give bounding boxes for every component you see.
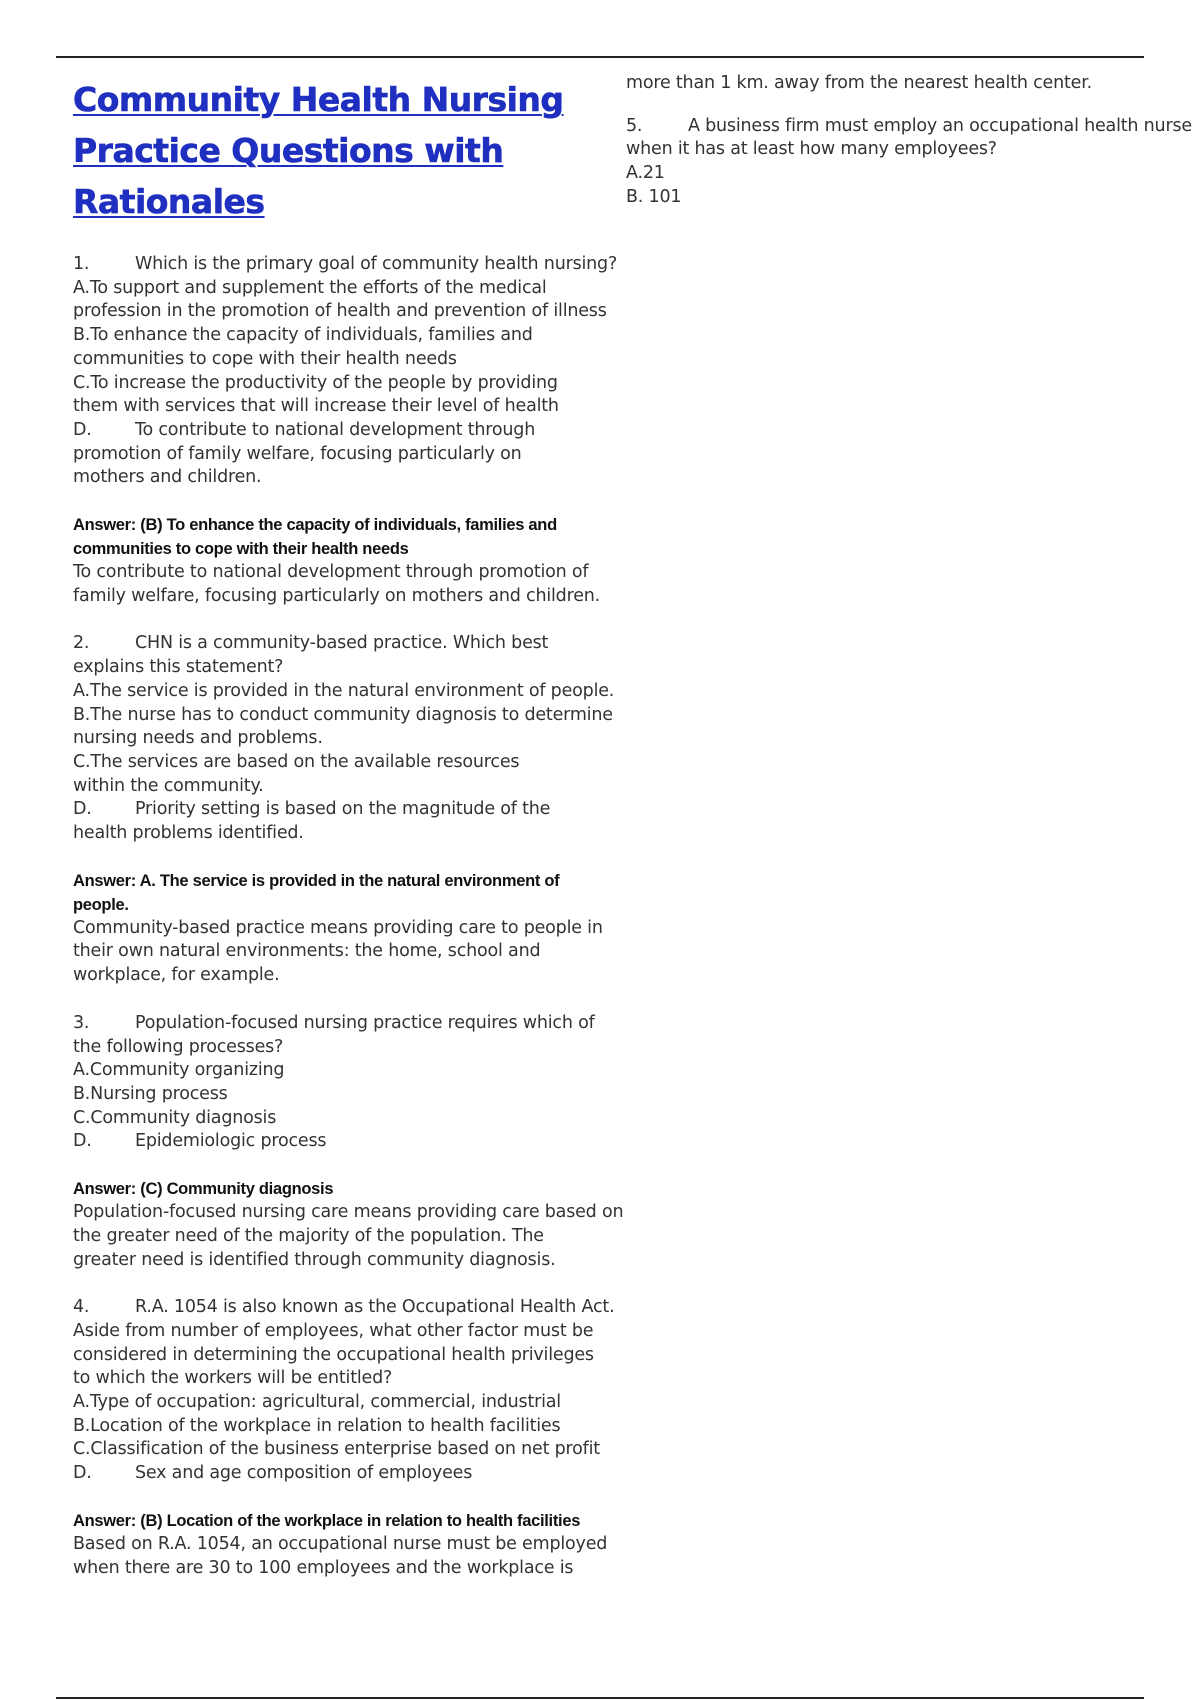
right-column [626,72,1192,210]
option-a: A.Type of occupation: agricultural, commercial, industrial [73,1392,561,1413]
option-label: D. [73,799,92,820]
question-stem-line: the following processes? [73,1036,284,1057]
spacer [73,1154,613,1177]
option-d: health problems identified. [73,823,304,844]
option-c: C.To increase the productivity of the people by providing [73,372,558,393]
option-label: C. [73,1107,91,1128]
question-stem-line: Aside from number of employees, what other factor must be [73,1320,594,1341]
spacer [73,846,613,869]
question-number: 2. [73,633,90,654]
option-label: D. [73,1463,92,1484]
top-rule [56,56,1144,58]
question-stem-line: 4. R.A. 1054 is also known as the Occupational Health Act. [73,1296,613,1320]
option-d: D. To contribute to national development through [73,419,613,443]
question-1 [73,253,618,608]
spacer [73,1486,613,1509]
answer-line: Answer: (B) To enhance the capacity of individuals, families and [73,516,557,535]
option-c: C.Classification of the business enterprise based on net profit [73,1439,600,1460]
question-list [73,253,624,1580]
option-label: C. [73,751,91,772]
option-b: communities to cope with their health needs [73,348,457,369]
option-label: A. [73,680,90,701]
continuation-text: more than 1 km. away from the nearest health center. [626,73,1092,93]
question-3 [73,1012,624,1272]
question-number: 5. [626,115,643,136]
option-a: A.The service is provided in the natural environment of people. [73,680,615,701]
question-4 [73,1296,613,1580]
rationale-line: family welfare, focusing particularly on mothers and children. [73,585,601,606]
question-stem-line: when it has at least how many employees? [626,139,997,160]
option-label: C. [73,372,91,393]
option-label: A. [73,1392,90,1413]
option-b: B. 101 [626,186,682,207]
option-c: C.Community diagnosis [73,1107,277,1128]
question-number: 4. [73,1297,90,1318]
option-c: C.The services are based on the available resources [73,751,520,772]
rationale-line: the greater need of the majority of the population. The [73,1225,544,1246]
answer-line: Answer: A. The service is provided in the natural environment of [73,871,560,890]
question-2 [73,632,613,987]
question-stem-line: explains this statement? [73,657,284,678]
spacer [73,490,613,513]
option-label: A. [73,1060,90,1081]
rationale-line: To contribute to national development through promotion of [73,562,589,583]
rationale-line: Based on R.A. 1054, an occupational nurse must be employed [73,1533,608,1554]
question-stem-line: considered in determining the occupational health privileges [73,1344,594,1365]
question-stem-line: 2. CHN is a community-based practice. Which best [73,632,613,656]
option-d: D. Epidemiologic process [73,1130,613,1154]
question-number: 1. [73,254,90,274]
option-a: A.Community organizing [73,1060,285,1081]
title-line-2: Practice Questions with [73,131,504,170]
option-label: C. [73,1439,91,1460]
document-title [73,74,613,227]
bottom-rule [56,1697,1144,1699]
option-b: B.The nurse has to conduct community diagnosis to determine [73,704,613,725]
option-b: B.Location of the workplace in relation to health facilities [73,1415,561,1436]
question-stem-line: 5. A business firm must employ an occupational health nurse [626,115,1166,139]
rationale-line: Community-based practice means providing care to people in [73,917,603,938]
option-b: nursing needs and problems. [73,728,323,749]
question-stem-line: 1. Which is the primary goal of community health nursing? [73,253,613,277]
option-label: B. [73,704,91,725]
question-stem-line: to which the workers will be entitled? [73,1368,393,1389]
title-line-3: Rationales [73,182,265,221]
answer-line: people. [73,895,129,914]
option-label: A. [73,277,90,298]
rationale-line: greater need is identified through community diagnosis. [73,1249,556,1270]
option-label: D. [73,1131,92,1152]
answer-line: Answer: (B) Location of the workplace in relation to health facilities [73,1511,581,1530]
option-a: A.21 [626,163,665,184]
option-c: them with services that will increase their level of health [73,396,559,417]
rationale-line: workplace, for example. [73,965,280,986]
option-label: D. [73,419,92,440]
rationale-line: their own natural environments: the home, school and [73,941,541,962]
option-label: B. [73,325,91,346]
option-c: within the community. [73,775,264,796]
left-column [73,74,624,1604]
option-b: B.To enhance the capacity of individuals, families and [73,325,533,346]
option-a: A.To support and supplement the efforts of the medical [73,277,547,298]
rationale-line: Population-focused nursing care means providing care based on [73,1202,624,1223]
option-d: promotion of family welfare, focusing particularly on [73,443,522,464]
option-d: D. Priority setting is based on the magnitude of the [73,798,613,822]
answer-line: Answer: (C) Community diagnosis [73,1180,334,1199]
question-5 [626,115,1192,210]
option-d: D. Sex and age composition of employees [73,1462,613,1486]
option-d: mothers and children. [73,467,262,488]
spacer [626,96,1166,115]
question-stem-line: 3. Population-focused nursing practice requires which of [73,1012,613,1036]
option-label: B. [73,1415,91,1436]
title-line-1: Community Health Nursing [73,80,564,119]
rationale-line: when there are 30 to 100 employees and the workplace is [73,1557,574,1578]
option-b: B.Nursing process [73,1083,228,1104]
option-a: profession in the promotion of health and prevention of illness [73,301,607,322]
question-number: 3. [73,1012,90,1033]
option-label: B. [73,1083,91,1104]
answer-line: communities to cope with their health needs [73,540,409,559]
